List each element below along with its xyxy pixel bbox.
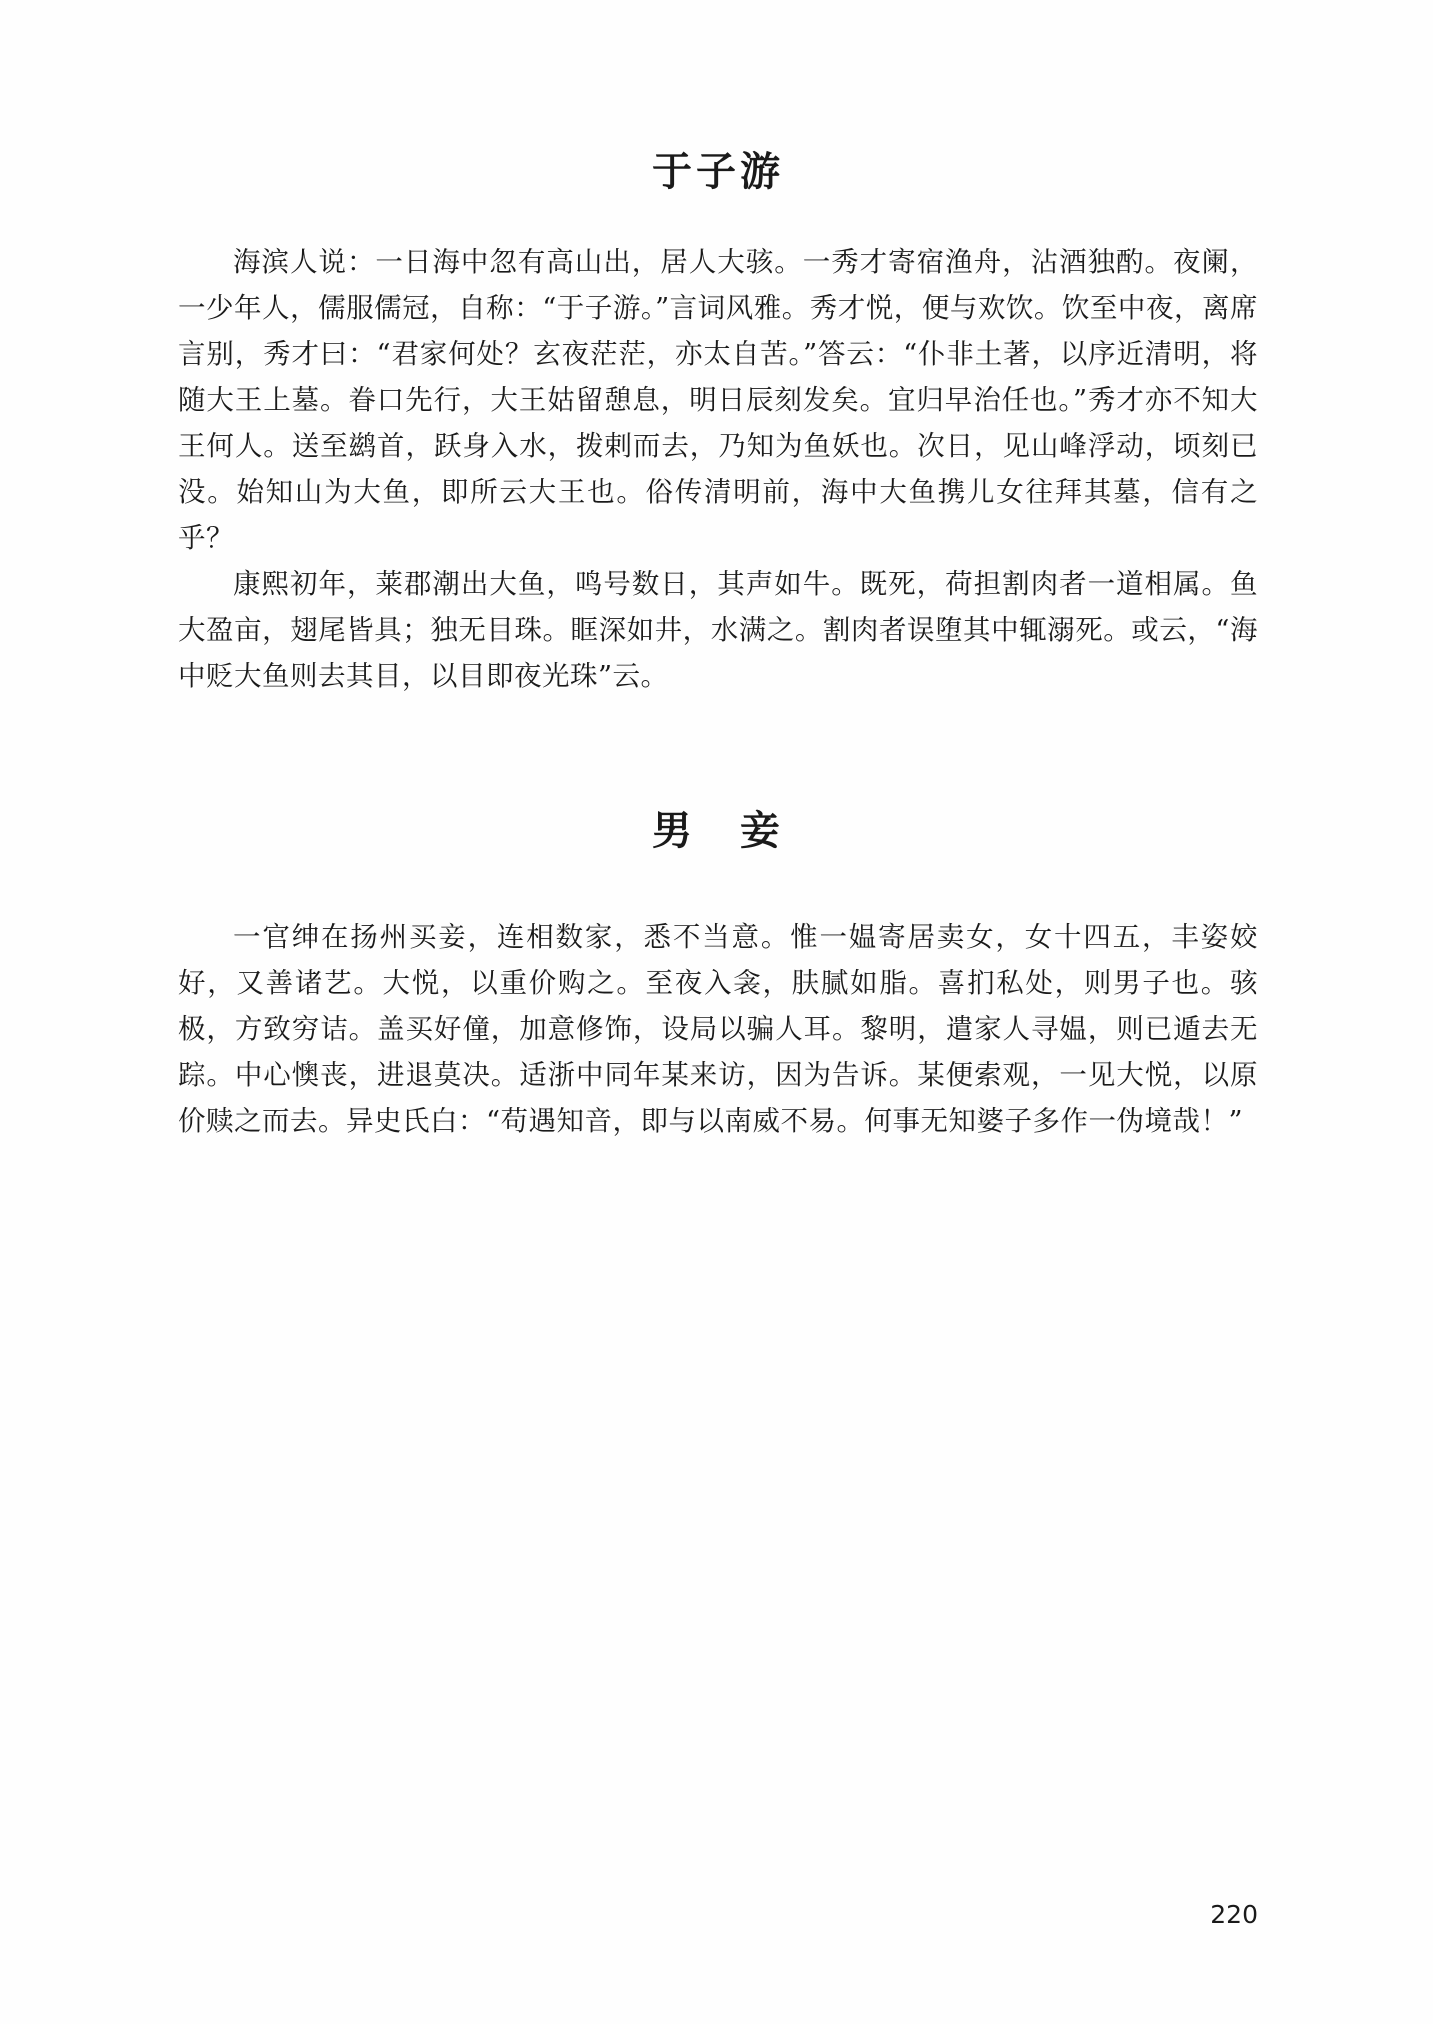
paragraph: 康熙初年，莱郡潮出大鱼，鸣号数日，其声如牛。既死，荷担割肉者一道相属。鱼大盈亩，翅尾皆具；独无目珠。眶深如井，水满之。割肉者误堕其中辄溺死。或云，“海中贬大鱼则去其目，以目即夜光珠”云。: [178, 568, 1258, 692]
page-content: [178, 0, 1258, 1144]
section-body-nanqie: [178, 914, 1258, 1144]
section-body-yuziyou: [178, 239, 1258, 699]
page-number: 220: [1210, 1900, 1258, 1929]
paragraph: 海滨人说：一日海中忽有高山出，居人大骇。一秀才寄宿渔舟，沾酒独酌。夜阑，一少年人，儒服儒冠，自称：“于子游。”言词风雅。秀才悦，便与欢饮。饮至中夜，离席言别，秀才曰：“君家何处？玄夜茫茫，亦太自苦。”答云：“仆非土著，以序近清明，将随大王上墓。眷口先行，大王姑留憩息，明日辰刻发矣。宜归早治任也。”秀才亦不知大王何人。送至鹚首，跃身入水，拨剌而去，乃知为鱼妖也。次日，见山峰浮动，顷刻已没。始知山为大鱼，即所云大王也。俗传清明前，海中大鱼携儿女往拜其墓，信有之乎？: [178, 246, 1258, 554]
section-title-nanqie: 男 妾: [652, 808, 784, 854]
paragraph: 一官绅在扬州买妾，连相数家，悉不当意。惟一媪寄居卖女，女十四五，丰姿姣好，又善诸艺。大悦，以重价购之。至夜入衾，肤腻如脂。喜扪私处，则男子也。骇极，方致穷诘。盖买好僮，加意修饰，设局以骗人耳。黎明，遣家人寻媪，则已遁去无踪。中心懊丧，进退莫决。适浙中同年某来访，因为告诉。某便索观，一见大悦，以原价赎之而去。异史氏白：“苟遇知音，即与以南威不易。何事无知婆子多作一伪境哉！”: [178, 921, 1258, 1137]
page-title: 于子游: [652, 149, 784, 195]
